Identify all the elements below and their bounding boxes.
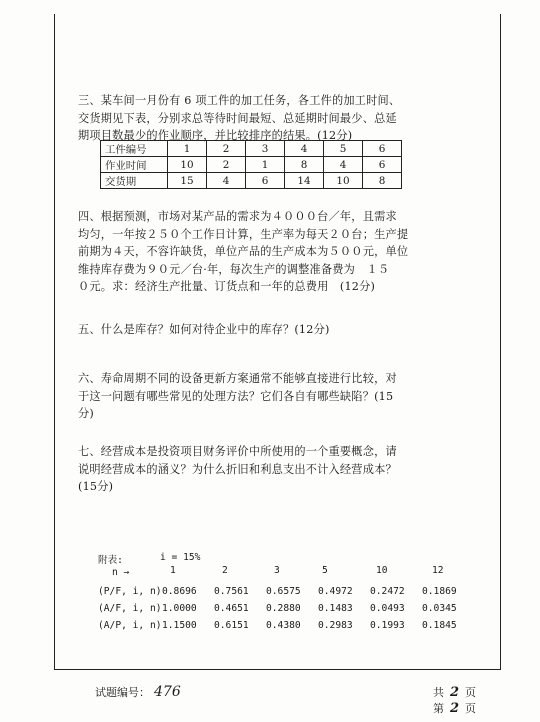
page-number (433, 700, 476, 716)
job-table-cell: 6 (363, 141, 402, 157)
job-table-cell: 3 (246, 141, 285, 157)
appendix-cell: 0.4972 (318, 586, 353, 597)
appendix-cell: 0.1869 (422, 586, 457, 597)
page-number-suffix: 页 (465, 702, 477, 715)
page-frame-bottom-border (54, 669, 501, 670)
job-table-cell: 5 (324, 141, 363, 157)
appendix-n-value: 2 (222, 565, 228, 576)
question-4 (78, 208, 480, 296)
job-table-row-due (101, 173, 402, 189)
appendix-cell: 0.2880 (266, 603, 301, 614)
appendix-cell: 0.1845 (422, 620, 457, 631)
job-table-cell: 6 (363, 157, 402, 173)
appendix-cell: 0.2983 (318, 620, 353, 631)
appendix-cell: 1.0000 (162, 603, 197, 614)
question-6 (78, 370, 480, 423)
appendix-row-label: (A/P, i, n) (98, 620, 162, 631)
question-7 (78, 443, 480, 496)
page-frame-left-border (54, 14, 55, 670)
question-3 (78, 92, 480, 145)
appendix-cell: 0.1483 (318, 603, 353, 614)
job-table-header-time: 作业时间 (101, 157, 168, 173)
appendix-cell: 0.6575 (266, 586, 301, 597)
question-6-line-1: 六、寿命周期不同的设备更新方案通常不能够直接进行比较，对 (78, 372, 397, 385)
question-3-line-2: 交货期见下表，分别求总等待时间最短、总延期时间最少、总延 (78, 111, 397, 125)
job-table (100, 140, 402, 189)
page-number-value: 2 (450, 701, 460, 716)
appendix-n-value: 3 (274, 565, 280, 576)
question-4-line-5: ０元。求：经济生产批量、订货点和一年的总费用 (12分) (78, 280, 376, 293)
question-4-line-2: 均匀，一年按２５０个工作日计算，生产率为每天２０台；生产提 (78, 227, 409, 241)
appendix-n-value: 5 (322, 565, 328, 576)
exam-code (95, 684, 181, 700)
job-table-cell: 8 (363, 173, 402, 189)
question-4-line-3: 前期为４天，不容许缺货，单位产品的生产成本为５００元，单位 (78, 245, 409, 258)
appendix-cell: 0.1993 (370, 620, 405, 631)
appendix-cell: 0.8696 (162, 586, 197, 597)
question-7-line-3: (15分) (78, 480, 114, 493)
job-table-row-time (101, 157, 402, 173)
question-6-line-2: 于这一问题有哪些常见的处理方法？它们各自有哪些缺陷？(15 (78, 389, 394, 403)
question-7-line-2: 说明经营成本的涵义？为什么折旧和利息支出不计入经营成本？ (78, 462, 397, 476)
total-pages (433, 684, 476, 700)
appendix-cell: 0.2472 (370, 586, 405, 597)
total-pages-suffix: 页 (465, 686, 477, 699)
question-5 (78, 321, 480, 339)
job-table-cell: 10 (324, 173, 363, 189)
job-table-cell: 4 (207, 173, 246, 189)
appendix-n-value: 12 (432, 565, 444, 576)
appendix-n-value: 1 (170, 565, 176, 576)
job-table-cell: 14 (285, 173, 324, 189)
exam-code-label: 试题编号： (95, 686, 150, 699)
job-table-cell: 15 (168, 173, 207, 189)
job-table-cell: 2 (207, 141, 246, 157)
job-table-cell: 8 (285, 157, 324, 173)
appendix-cell: 1.1500 (162, 620, 197, 631)
page-number-prefix: 第 (433, 702, 444, 715)
job-table-cell: 4 (285, 141, 324, 157)
total-pages-value: 2 (450, 685, 460, 700)
job-table-cell: 4 (324, 157, 363, 173)
question-4-line-4: 维持库存费为９０元／台·年，每次生产的调整准备费为 １５ (78, 262, 390, 276)
job-table-cell: 1 (168, 141, 207, 157)
appendix-cell: 0.4380 (266, 620, 301, 631)
appendix-n-header: n → (112, 567, 130, 578)
appendix-cell: 0.0493 (370, 603, 405, 614)
question-7-line-1: 七、经营成本是投资项目财务评价中所使用的一个重要概念，请 (78, 445, 397, 458)
appendix-cell: 0.4651 (214, 603, 249, 614)
appendix-cell: 0.6151 (214, 620, 249, 631)
exam-code-value: 476 (154, 684, 181, 700)
total-pages-prefix: 共 (433, 686, 444, 699)
appendix-row-label: (A/F, i, n) (98, 603, 162, 614)
job-table-header-due: 交货期 (101, 173, 168, 189)
question-3-line-3: 期项目数最少的作业顺序，并比较排序的结果。(12分) (78, 129, 353, 142)
job-table-cell: 1 (246, 157, 285, 173)
appendix-row-label: (P/F, i, n) (98, 586, 162, 597)
appendix-cell: 0.7561 (214, 586, 249, 597)
appendix-interest-rate: i = 15% (160, 552, 201, 563)
job-table-cell: 6 (246, 173, 285, 189)
job-table-header-id: 工件编号 (101, 141, 168, 157)
job-table-cell: 2 (207, 157, 246, 173)
question-5-line-1: 五、什么是库存？如何对待企业中的库存？(12分) (78, 323, 330, 336)
question-3-line-1: 三、某车间一月份有 6 项工件的加工任务，各工件的加工时间、 (78, 94, 401, 107)
page-frame-right-border (500, 14, 501, 670)
appendix-cell: 0.0345 (422, 603, 457, 614)
job-table-cell: 10 (168, 157, 207, 173)
appendix-n-value: 10 (376, 565, 388, 576)
question-6-line-3: 分) (78, 407, 94, 420)
question-4-line-1: 四、根据预测，市场对某产品的需求为４０００台／年，且需求 (78, 210, 397, 223)
job-table-row-id (101, 141, 402, 157)
appendix-title: 附表: (98, 555, 123, 566)
